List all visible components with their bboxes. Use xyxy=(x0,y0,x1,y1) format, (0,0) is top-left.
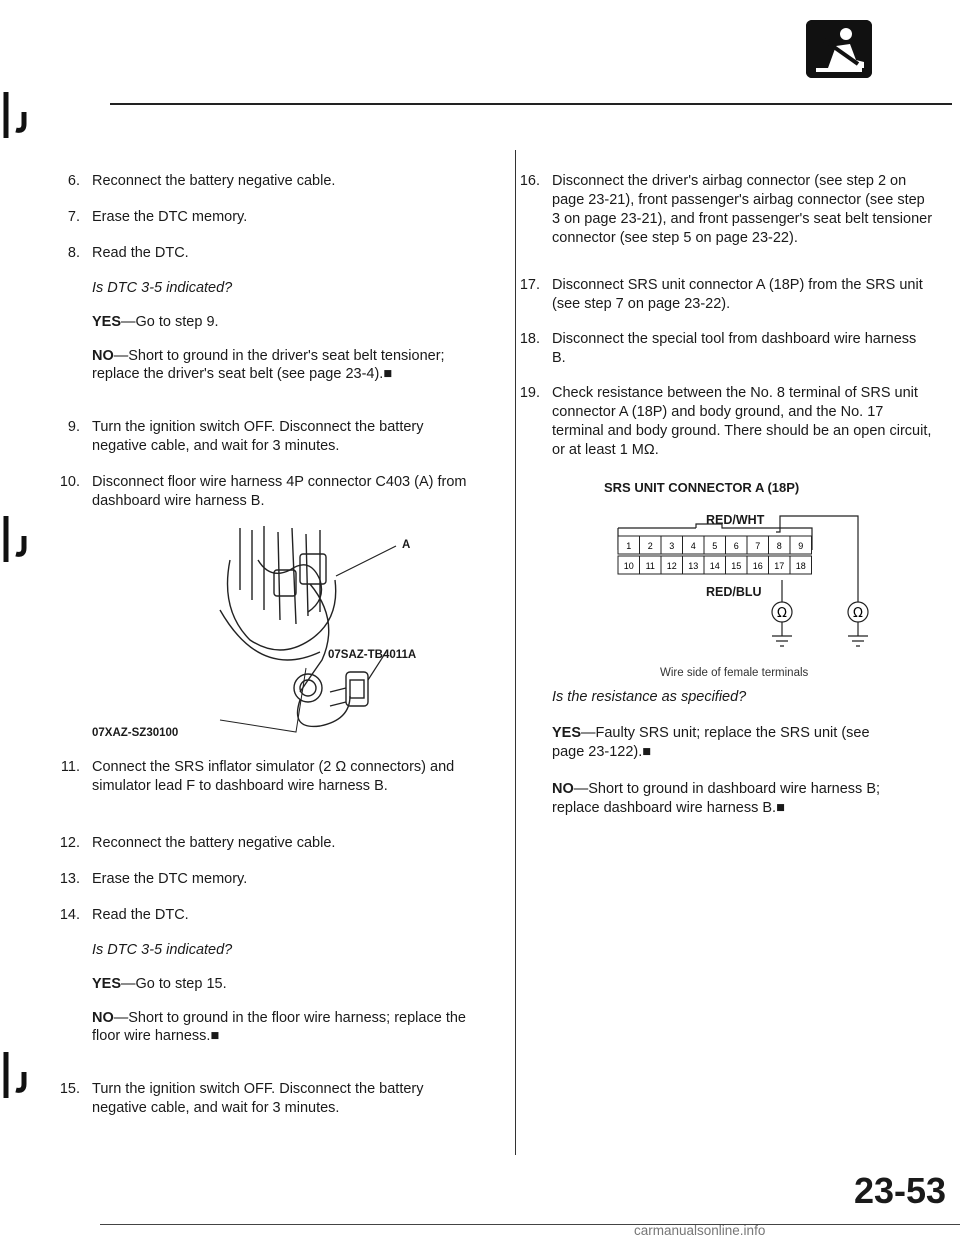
terminal-number: 17 xyxy=(774,561,785,571)
step-text: Disconnect SRS unit connector A (18P) from the SRS unit (see step 7 on page 23-22). xyxy=(552,277,923,312)
terminal-number: 14 xyxy=(709,561,720,571)
step-text: Erase the DTC memory. xyxy=(92,209,248,225)
yes-answer: YES—Go to step 9. xyxy=(92,313,219,330)
binder-mark-icon xyxy=(0,512,34,566)
step-text: Reconnect the battery negative cable. xyxy=(92,173,336,189)
no-answer: NO—Short to ground in dashboard wire harness B; replace dashboard wire harness B.■ xyxy=(552,781,881,816)
footer-rule xyxy=(100,1224,960,1225)
step-number: 8. xyxy=(67,245,80,261)
terminal-number: 6 xyxy=(733,541,739,551)
ohmmeter-icon: Ω xyxy=(853,606,863,621)
step-19 xyxy=(514,384,934,464)
callout-a: A xyxy=(402,539,411,551)
question: Is the resistance as specified? xyxy=(552,689,747,705)
step-15 xyxy=(54,1080,469,1120)
step-text: Reconnect the battery negative cable. xyxy=(92,835,336,851)
step-7 xyxy=(54,208,469,228)
tool-label-inflator-simulator: 07XAZ-SZ30100 xyxy=(92,727,179,739)
step-16 xyxy=(514,172,934,252)
yes-answer: YES—Go to step 15. xyxy=(92,975,227,992)
binder-mark-icon xyxy=(0,1048,34,1102)
wire-color-bottom: RED/BLU xyxy=(706,585,762,599)
step-text: Read the DTC. xyxy=(92,245,189,261)
step-number: 19. xyxy=(519,385,540,401)
step-text: Disconnect the driver's airbag connector (see step 2 on page 23-21), front passenger's airbag connector (see step 3 on page 23-21), and front passenger's seat belt tensioner connector (see step 5 on page 23-22). xyxy=(552,173,933,246)
terminal-number: 12 xyxy=(666,561,677,571)
watermark: carmanualsonline.info xyxy=(634,1223,766,1238)
terminal-number: 4 xyxy=(690,541,696,551)
step-number: 13. xyxy=(59,871,80,887)
yes-answer: YES—Faulty SRS unit; replace the SRS unit (see page 23-122).■ xyxy=(552,725,870,760)
page-number: 23-53 xyxy=(854,1170,947,1211)
step-13 xyxy=(54,870,469,890)
no-answer: NO—Short to ground in the driver's seat belt tensioner; replace the driver's seat belt (see page 23-4).■ xyxy=(92,347,445,383)
step-text: Check resistance between the No. 8 terminal of SRS unit connector A (18P) and body ground, and the No. 17 terminal and body ground. There should be an open circuit, or at least 1 MΩ. xyxy=(552,385,932,458)
terminal-number: 3 xyxy=(669,541,675,551)
step-number: 9. xyxy=(67,419,80,435)
tool-label-simulator-lead: 07SAZ-TB4011A xyxy=(328,649,417,661)
step-17 xyxy=(514,276,934,316)
binder-mark-icon xyxy=(0,88,34,142)
step-number: 11. xyxy=(60,759,80,775)
step-12 xyxy=(54,834,469,854)
question: Is DTC 3-5 indicated? xyxy=(92,941,233,958)
step-number: 15. xyxy=(59,1081,80,1097)
terminal-number: 11 xyxy=(645,561,655,571)
connector-18p-diagram xyxy=(610,506,880,656)
question: Is DTC 3-5 indicated? xyxy=(92,279,233,296)
step-text: Turn the ignition switch OFF. Disconnect the battery negative cable, and wait for 3 minutes. xyxy=(92,419,424,454)
step-number: 16. xyxy=(519,173,540,189)
terminal-number: 8 xyxy=(776,541,782,551)
step-text: Disconnect the special tool from dashboard wire harness B. xyxy=(552,331,917,366)
step-8 xyxy=(54,244,469,404)
terminal-grid xyxy=(618,536,812,574)
terminal-number: 5 xyxy=(712,541,718,551)
terminal-number: 13 xyxy=(688,561,699,571)
step-text: Turn the ignition switch OFF. Disconnect the battery negative cable, and wait for 3 minutes. xyxy=(92,1081,424,1116)
step-number: 17. xyxy=(519,277,540,293)
step-10 xyxy=(54,473,469,513)
step-6 xyxy=(54,172,469,192)
ohmmeter-icon: Ω xyxy=(777,606,787,621)
terminal-number: 9 xyxy=(798,541,804,551)
harness-figure xyxy=(200,520,470,745)
terminal-number: 1 xyxy=(626,541,632,551)
step-14 xyxy=(54,906,469,1066)
step-11 xyxy=(54,758,469,818)
header-rule xyxy=(110,103,952,105)
step-18 xyxy=(514,330,934,370)
wire-color-top: RED/WHT xyxy=(706,513,765,527)
step-text: Disconnect floor wire harness 4P connector C403 (A) from dashboard wire harness B. xyxy=(92,474,467,509)
terminal-number: 10 xyxy=(623,561,634,571)
step-9 xyxy=(54,418,469,458)
step-number: 10. xyxy=(59,474,80,490)
step-number: 14. xyxy=(59,907,80,923)
step-number: 18. xyxy=(519,331,540,347)
terminal-number: 7 xyxy=(755,541,761,551)
terminal-number: 18 xyxy=(795,561,806,571)
no-answer: NO—Short to ground in the floor wire harness; replace the floor wire harness.■ xyxy=(92,1009,466,1045)
step-text: Erase the DTC memory. xyxy=(92,871,248,887)
terminal-number: 15 xyxy=(731,561,742,571)
step-number: 7. xyxy=(67,209,80,225)
terminal-number: 16 xyxy=(752,561,763,571)
step-text: Read the DTC. xyxy=(92,907,189,923)
connector-diagram-title: SRS UNIT CONNECTOR A (18P) xyxy=(604,480,800,495)
step-number: 6. xyxy=(67,173,80,189)
seat-belt-logo-icon xyxy=(806,20,872,78)
terminal-number: 2 xyxy=(647,541,653,551)
step-number: 12. xyxy=(59,835,80,851)
step-text: Connect the SRS inflator simulator (2 Ω connectors) and simulator lead F to dashboard wire harness B. xyxy=(92,759,455,794)
diagram-caption: Wire side of female terminals xyxy=(660,667,809,679)
